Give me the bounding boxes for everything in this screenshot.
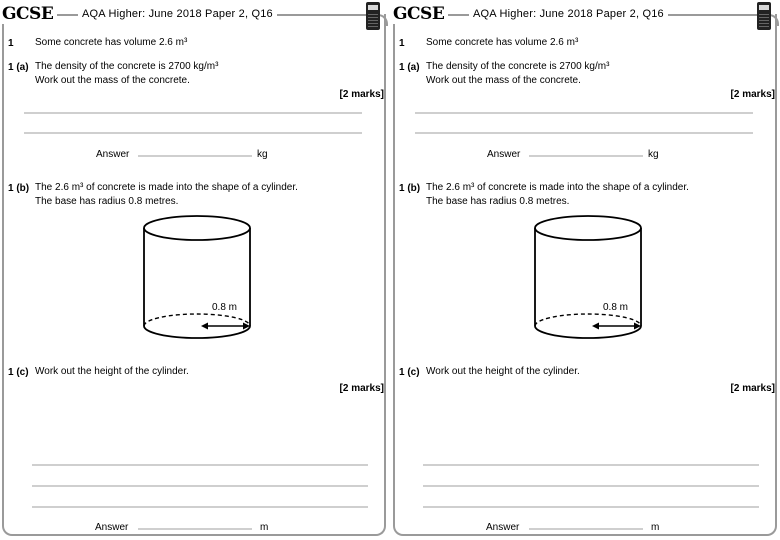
calculator-icon: [757, 2, 771, 30]
question-stem: Some concrete has volume 2.6 m³: [426, 37, 579, 48]
question-number: 1: [399, 38, 405, 49]
part-c-marks: [2 marks]: [730, 383, 775, 394]
answer-line-c[interactable]: [138, 528, 252, 530]
radius-label: 0.8 m: [603, 302, 629, 313]
cylinder-diagram: [140, 212, 254, 344]
answer-line-c[interactable]: [529, 528, 643, 530]
part-b-line1: The 2.6 m³ of concrete is made into the shape of a cylinder.: [426, 182, 689, 193]
answer-unit-c: m: [651, 522, 660, 533]
part-c-label: 1 (c): [399, 367, 420, 378]
part-a-line2: Work out the mass of the concrete.: [426, 75, 581, 86]
part-c-label: 1 (c): [8, 367, 29, 378]
part-a-line1: The density of the concrete is 2700 kg/m³: [35, 61, 219, 72]
working-line[interactable]: [24, 112, 362, 114]
worksheet-panel-left: [2, 0, 388, 536]
working-line[interactable]: [423, 485, 759, 487]
answer-line-a[interactable]: [138, 155, 252, 157]
working-line[interactable]: [423, 464, 759, 466]
gcse-logo: GCSE: [2, 4, 57, 24]
answer-label: Answer: [487, 149, 521, 160]
working-line[interactable]: [32, 506, 368, 508]
part-c-line1: Work out the height of the cylinder.: [426, 366, 580, 377]
radius-label: 0.8 m: [212, 302, 238, 313]
working-line[interactable]: [415, 132, 753, 134]
worksheet-panel-right: [393, 0, 779, 536]
answer-unit-c: m: [260, 522, 269, 533]
answer-line-a[interactable]: [529, 155, 643, 157]
question-number: 1: [8, 38, 14, 49]
cylinder-diagram: [531, 212, 645, 344]
gcse-logo: GCSE: [393, 4, 448, 24]
working-line[interactable]: [415, 112, 753, 114]
working-line[interactable]: [32, 464, 368, 466]
part-c-line1: Work out the height of the cylinder.: [35, 366, 189, 377]
part-a-marks: [2 marks]: [339, 89, 384, 100]
part-b-line2: The base has radius 0.8 metres.: [35, 196, 179, 207]
question-source: AQA Higher: June 2018 Paper 2, Q16: [469, 8, 668, 20]
part-b-label: 1 (b): [399, 183, 421, 194]
part-a-label: 1 (a): [399, 62, 420, 73]
answer-label: Answer: [95, 522, 129, 533]
answer-unit-a: kg: [257, 149, 268, 160]
answer-unit-a: kg: [648, 149, 659, 160]
part-b-label: 1 (b): [8, 183, 30, 194]
answer-label: Answer: [96, 149, 130, 160]
part-a-marks: [2 marks]: [730, 89, 775, 100]
calculator-icon: [366, 2, 380, 30]
question-source: AQA Higher: June 2018 Paper 2, Q16: [78, 8, 277, 20]
part-a-label: 1 (a): [8, 62, 29, 73]
part-b-line2: The base has radius 0.8 metres.: [426, 196, 570, 207]
working-line[interactable]: [32, 485, 368, 487]
part-b-line1: The 2.6 m³ of concrete is made into the shape of a cylinder.: [35, 182, 298, 193]
working-line[interactable]: [24, 132, 362, 134]
part-c-marks: [2 marks]: [339, 383, 384, 394]
part-a-line2: Work out the mass of the concrete.: [35, 75, 190, 86]
working-line[interactable]: [423, 506, 759, 508]
part-a-line1: The density of the concrete is 2700 kg/m³: [426, 61, 610, 72]
answer-label: Answer: [486, 522, 520, 533]
question-stem: Some concrete has volume 2.6 m³: [35, 37, 188, 48]
